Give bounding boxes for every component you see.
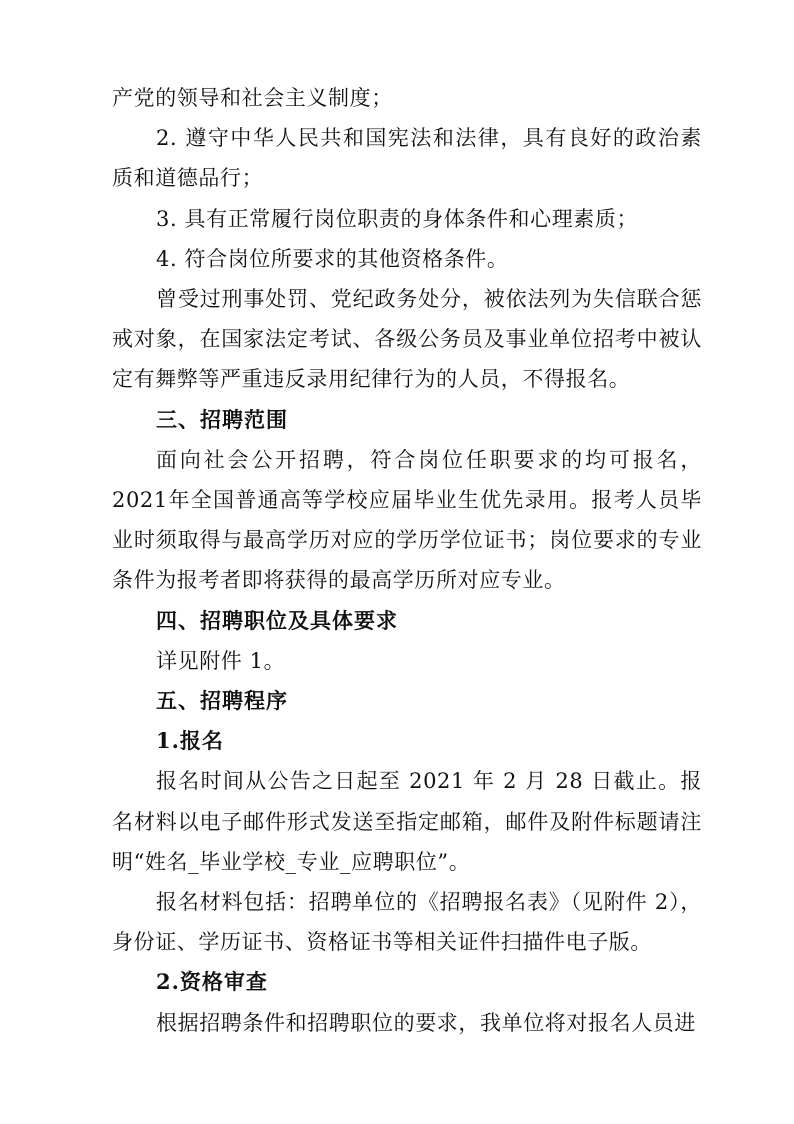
paragraph-registration-materials: 报名材料包括：招聘单位的《招聘报名表》（见附件 2），身份证、学历证书、资格证书等相关证件扫描件电子版。 <box>112 890 702 955</box>
section-heading-scope: 三、招聘范围 <box>156 406 288 432</box>
paragraph-positions: 详见附件 1。 <box>156 648 286 673</box>
paragraph-scope: 面向社会公开招聘，符合岗位任职要求的均可报名，2021年全国普通高等学校应届毕业生优先录用。报考人员毕业时须取得与最高学历对应的学历学位证书；岗位要求的专业条件为报考者即将获得的最高学历所对应专业。 <box>112 447 702 593</box>
document-body <box>112 78 702 1043</box>
paragraph-condition-4: 4. 符合岗位所要求的其他资格条件。 <box>156 246 509 271</box>
paragraph-continuation: 产党的领导和社会主义制度； <box>112 86 393 110</box>
paragraph-condition-2: 2. 遵守中华人民共和国宪法和法律，具有良好的政治素质和道德品行； <box>112 126 702 191</box>
subsection-heading-qualification-review: 2.资格审查 <box>156 969 268 995</box>
paragraph-registration-time: 报名时间从公告之日起至 2021 年 2 月 28 日截止。报名材料以电子邮件形式发送至指定邮箱，邮件及附件标题请注明“姓名_毕业学校_专业_应聘职位”。 <box>112 769 702 874</box>
section-heading-procedure: 五、招聘程序 <box>156 688 288 714</box>
subsection-heading-registration: 1.报名 <box>156 728 224 754</box>
paragraph-condition-3: 3. 具有正常履行岗位职责的身体条件和心理素质； <box>156 206 639 231</box>
section-heading-positions: 四、招聘职位及具体要求 <box>156 607 398 633</box>
paragraph-qualification-review: 根据招聘条件和招聘职位的要求，我单位将对报名人员进 <box>156 1010 696 1035</box>
paragraph-exclusion: 曾受过刑事处罚、党纪政务处分，被依法列为失信联合惩戒对象，在国家法定考试、各级公务员及事业单位招考中被认定有舞弊等严重违反录用纪律行为的人员，不得报名。 <box>112 287 702 392</box>
